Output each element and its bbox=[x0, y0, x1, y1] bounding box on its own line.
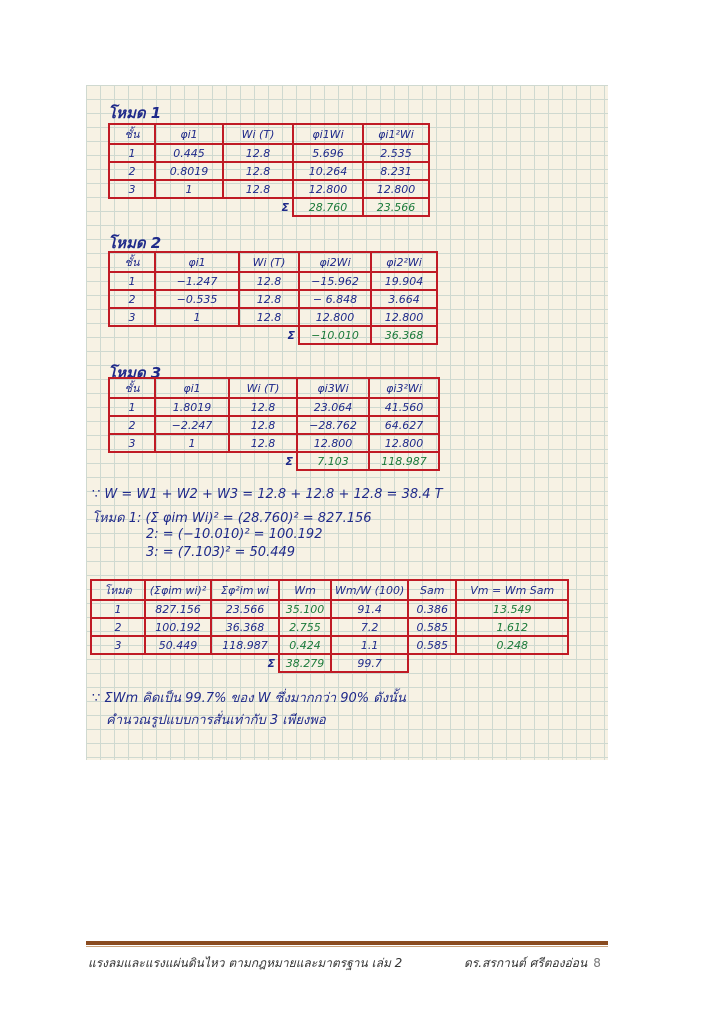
table-cell: 2.755 bbox=[279, 618, 331, 636]
footer-rule-thin bbox=[86, 946, 608, 947]
table-cell: 827.156 bbox=[145, 600, 211, 618]
table-cell: 1 bbox=[155, 308, 239, 326]
table-row bbox=[109, 272, 437, 290]
table-cell: 1 bbox=[109, 272, 155, 290]
table-cell: 118.987 bbox=[211, 636, 279, 654]
table-row bbox=[91, 618, 568, 636]
table-cell: 3 bbox=[109, 308, 155, 326]
table-row bbox=[91, 636, 568, 654]
header-cell: ชั้น bbox=[109, 124, 155, 144]
mode3-table bbox=[108, 377, 440, 471]
sum-cell: 38.279 bbox=[279, 654, 331, 672]
table-cell: 1 bbox=[155, 180, 223, 198]
table-cell: − 6.848 bbox=[299, 290, 371, 308]
header-cell: φi2²Wi bbox=[371, 252, 437, 272]
sum-cell: 99.7 bbox=[331, 654, 408, 672]
header-cell: Wi (T) bbox=[239, 252, 299, 272]
table-cell: 0.8019 bbox=[155, 162, 223, 180]
table-cell: 35.100 bbox=[279, 600, 331, 618]
table-cell: −28.762 bbox=[297, 416, 369, 434]
table-cell: 1.1 bbox=[331, 636, 408, 654]
table-row bbox=[109, 290, 437, 308]
table-cell: 12.8 bbox=[239, 308, 299, 326]
header-cell: Vm = Wm Sam bbox=[456, 580, 568, 600]
table-cell: 19.904 bbox=[371, 272, 437, 290]
table-header-row bbox=[109, 124, 429, 144]
table-cell: 1 bbox=[155, 434, 229, 452]
table-cell: 100.192 bbox=[145, 618, 211, 636]
sum-row bbox=[109, 326, 437, 344]
page-number: 8 bbox=[593, 956, 601, 970]
sum-symbol: Σ bbox=[267, 657, 275, 670]
table-row bbox=[109, 308, 437, 326]
table-row bbox=[109, 162, 429, 180]
table-cell: 36.368 bbox=[211, 618, 279, 636]
table-cell: 64.627 bbox=[369, 416, 439, 434]
table-cell: 23.064 bbox=[297, 398, 369, 416]
table-cell: 91.4 bbox=[331, 600, 408, 618]
conclusion-line-2: คำนวณรูปแบบการสั่นเท่ากับ 3 เพียงพอ bbox=[106, 713, 326, 728]
table-cell: 12.800 bbox=[299, 308, 371, 326]
table-cell: 12.8 bbox=[229, 398, 297, 416]
mode2-table bbox=[108, 251, 438, 345]
conclusion-line-1: ∵ ΣWm คิดเป็น 99.7% ของ W ซึ่งมากกว่า 90% ดังนั้น bbox=[92, 691, 406, 706]
table-header-row bbox=[109, 252, 437, 272]
table-cell: 7.2 bbox=[331, 618, 408, 636]
table-cell: 3 bbox=[109, 180, 155, 198]
footer-book-title: แรงลมและแรงแผ่นดินไหว ตามกฎหมายและมาตรฐาน เล่ม 2 bbox=[88, 956, 403, 970]
table-cell: 12.8 bbox=[223, 162, 293, 180]
sum-cell: 7.103 bbox=[297, 452, 369, 470]
table-cell: −1.247 bbox=[155, 272, 239, 290]
table-cell: 12.800 bbox=[371, 308, 437, 326]
sum-row bbox=[109, 198, 429, 216]
header-cell: โหมด bbox=[91, 580, 145, 600]
header-cell: φi3²Wi bbox=[369, 378, 439, 398]
table-cell: 23.566 bbox=[211, 600, 279, 618]
mode3-title: โหมด 3 bbox=[108, 364, 162, 382]
table-cell: 1 bbox=[109, 144, 155, 162]
total-weight-equation: ∵ W = W1 + W2 + W3 = 12.8 + 12.8 + 12.8 = 38.4 T bbox=[92, 487, 443, 502]
table-header-row bbox=[91, 580, 568, 600]
table-cell: 2 bbox=[109, 416, 155, 434]
mode1-effective-equation: โหมด 1: (Σ φim Wi)² = (28.760)² = 827.156 bbox=[92, 511, 372, 526]
header-cell: Σφ²im wi bbox=[211, 580, 279, 600]
table-row bbox=[109, 180, 429, 198]
table-cell: 8.231 bbox=[363, 162, 429, 180]
mode2-title: โหมด 2 bbox=[108, 234, 162, 252]
mode2-effective-equation: 2: = (−10.010)² = 100.192 bbox=[146, 527, 323, 542]
header-cell: φi1Wi bbox=[293, 124, 363, 144]
table-cell: 2 bbox=[109, 162, 155, 180]
mode1-title: โหมด 1 bbox=[108, 104, 162, 122]
table-cell: 1.612 bbox=[456, 618, 568, 636]
sum-row bbox=[109, 452, 439, 470]
table-cell: 0.585 bbox=[408, 618, 456, 636]
table-cell: 12.8 bbox=[229, 434, 297, 452]
table-cell: 12.800 bbox=[293, 180, 363, 198]
table-cell: 1.8019 bbox=[155, 398, 229, 416]
sum-symbol: Σ bbox=[287, 329, 295, 342]
table-cell: 12.8 bbox=[223, 144, 293, 162]
table-cell: 2 bbox=[91, 618, 145, 636]
sum-cell: 36.368 bbox=[371, 326, 437, 344]
table-row bbox=[109, 416, 439, 434]
sum-cell: 28.760 bbox=[293, 198, 363, 216]
table-header-row bbox=[109, 378, 439, 398]
sum-symbol: Σ bbox=[281, 201, 289, 214]
table-cell: 0.248 bbox=[456, 636, 568, 654]
footer-author bbox=[464, 954, 601, 973]
header-cell: φi1²Wi bbox=[363, 124, 429, 144]
header-cell: ชั้น bbox=[109, 378, 155, 398]
table-cell: 3 bbox=[91, 636, 145, 654]
table-row bbox=[109, 144, 429, 162]
table-cell: 41.560 bbox=[369, 398, 439, 416]
handwritten-sheet bbox=[86, 85, 608, 760]
table-cell: 12.800 bbox=[369, 434, 439, 452]
header-cell: φi2Wi bbox=[299, 252, 371, 272]
mode3-effective-equation: 3: = (7.103)² = 50.449 bbox=[146, 545, 296, 560]
table-cell: −15.962 bbox=[299, 272, 371, 290]
table-cell: 13.549 bbox=[456, 600, 568, 618]
table-cell: 1 bbox=[109, 398, 155, 416]
table-cell: 12.8 bbox=[239, 290, 299, 308]
header-cell: ชั้น bbox=[109, 252, 155, 272]
table-cell: 0.386 bbox=[408, 600, 456, 618]
table-cell: 1 bbox=[91, 600, 145, 618]
header-cell: Wi (T) bbox=[229, 378, 297, 398]
table-row bbox=[91, 600, 568, 618]
header-cell: Wm/W (100) bbox=[331, 580, 408, 600]
header-cell: (Σφim wi)² bbox=[145, 580, 211, 600]
author-name: ดร.สรกานต์ ศรีตองอ่อน bbox=[464, 956, 588, 970]
table-row bbox=[109, 398, 439, 416]
table-cell: 10.264 bbox=[293, 162, 363, 180]
table-cell: 12.800 bbox=[363, 180, 429, 198]
header-cell: φi1 bbox=[155, 124, 223, 144]
table-cell: 50.449 bbox=[145, 636, 211, 654]
table-cell: 0.445 bbox=[155, 144, 223, 162]
footer-rule bbox=[86, 941, 608, 945]
mode1-table bbox=[108, 123, 430, 217]
table-cell: 0.424 bbox=[279, 636, 331, 654]
header-cell: φi3Wi bbox=[297, 378, 369, 398]
sum-cell: 118.987 bbox=[369, 452, 439, 470]
table-cell: 0.585 bbox=[408, 636, 456, 654]
summary-table bbox=[90, 579, 569, 673]
sum-cell: −10.010 bbox=[299, 326, 371, 344]
table-cell: 3 bbox=[109, 434, 155, 452]
table-cell: 12.8 bbox=[229, 416, 297, 434]
table-cell: 2.535 bbox=[363, 144, 429, 162]
sum-symbol: Σ bbox=[285, 455, 293, 468]
table-cell: 12.800 bbox=[297, 434, 369, 452]
sum-cell: 23.566 bbox=[363, 198, 429, 216]
header-cell: Sam bbox=[408, 580, 456, 600]
table-cell: 2 bbox=[109, 290, 155, 308]
header-cell: φi1 bbox=[155, 252, 239, 272]
table-cell: 5.696 bbox=[293, 144, 363, 162]
header-cell: Wi (T) bbox=[223, 124, 293, 144]
header-cell: Wm bbox=[279, 580, 331, 600]
sum-row bbox=[91, 654, 568, 672]
table-row bbox=[109, 434, 439, 452]
table-cell: −2.247 bbox=[155, 416, 229, 434]
table-cell: 12.8 bbox=[239, 272, 299, 290]
header-cell: φi1 bbox=[155, 378, 229, 398]
table-cell: −0.535 bbox=[155, 290, 239, 308]
table-cell: 12.8 bbox=[223, 180, 293, 198]
table-cell: 3.664 bbox=[371, 290, 437, 308]
